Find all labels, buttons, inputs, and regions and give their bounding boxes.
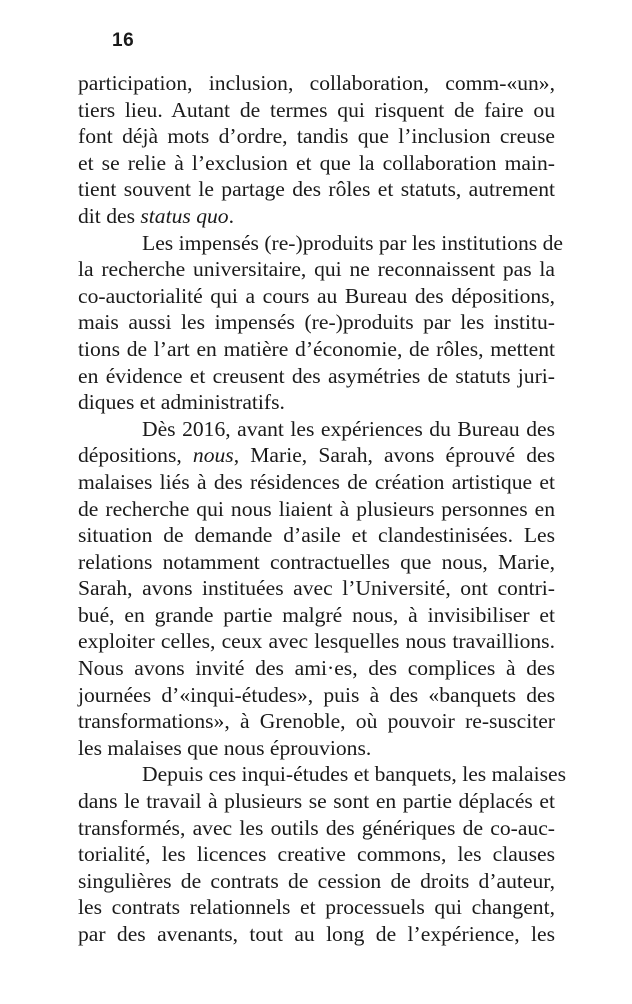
- text-line: torialité, les licences creative commons, les clauses: [78, 842, 555, 867]
- text-segment: .: [228, 203, 234, 228]
- text-line: Les impensés (re-)produits par les institutions de: [142, 230, 563, 255]
- italic-term: nous: [192, 443, 234, 468]
- text-line: par des avenants, tout au long de l’expérience, les: [78, 922, 555, 946]
- text-line: de recherche qui nous liaient à plusieurs personnes en: [78, 496, 555, 521]
- text-line: transformés, avec les outils des génériques de co-auc-: [78, 815, 555, 840]
- text-line: [78, 203, 555, 230]
- text-line: malaises liés à des résidences de création artistique et: [78, 469, 555, 494]
- text-line: tions de l’art en matière d’économie, de rôles, mettent: [78, 336, 555, 361]
- text-line: font déjà mots d’ordre, tandis que l’inclusion creuse: [78, 124, 555, 149]
- text-line: les malaises que nous éprouvions.: [78, 735, 372, 760]
- text-line: et se relie à l’exclusion et que la collaboration main-: [78, 150, 555, 175]
- text-line: Depuis ces inqui-études et banquets, les malaises: [142, 762, 566, 787]
- text-line: Nous avons invité des ami·es, des complices à des: [78, 656, 555, 681]
- text-line: exploiter celles, ceux avec lesquelles nous travaillions.: [78, 629, 555, 654]
- text-segment: dépositions,: [78, 443, 193, 468]
- text-line: la recherche universitaire, qui ne reconnaissent pas la: [78, 257, 555, 282]
- text-line: co-auctorialité qui a cours au Bureau des dépositions,: [78, 283, 555, 308]
- text-segment: , Marie, Sarah, avons éprouvé des: [233, 443, 555, 468]
- italic-term: status quo: [140, 203, 229, 228]
- text-line: tiers lieu. Autant de termes qui risquent de faire ou: [78, 97, 555, 122]
- text-line: singulières de contrats de cession de droits d’auteur,: [78, 868, 555, 893]
- text-line: les contrats relationnels et processuels qui changent,: [78, 895, 555, 920]
- text-line: en évidence et creusent des asymétries de statuts juri-: [78, 363, 555, 388]
- text-line: mais aussi les impensés (re-)produits par les institu-: [78, 310, 555, 335]
- text-line: transformations», à Grenoble, où pouvoir re-susciter: [78, 709, 555, 734]
- text-line: situation de demande d’asile et clandestinisées. Les: [78, 523, 555, 548]
- text-line: [78, 442, 555, 469]
- text-line: bué, en grande partie malgré nous, à invisibiliser et: [78, 602, 555, 627]
- text-line: Sarah, avons instituées avec l’Université, ont contri-: [78, 576, 555, 601]
- body-text: [78, 70, 566, 948]
- text-line: Dès 2016, avant les expériences du Bureau des: [142, 416, 555, 441]
- text-line: relations notamment contractuelles que nous, Marie,: [78, 549, 555, 574]
- text-line: tient souvent le partage des rôles et statuts, autrement: [78, 177, 555, 202]
- text-segment: dit des: [78, 203, 141, 228]
- text-line: journées d’«inqui-études», puis à des «banquets des: [78, 682, 555, 707]
- text-line: participation, inclusion, collaboration, comm-«un»,: [78, 71, 555, 95]
- text-line: diques et administratifs.: [78, 390, 285, 415]
- page-number: 16: [112, 30, 135, 51]
- text-line: dans le travail à plusieurs se sont en partie déplacés et: [78, 789, 555, 814]
